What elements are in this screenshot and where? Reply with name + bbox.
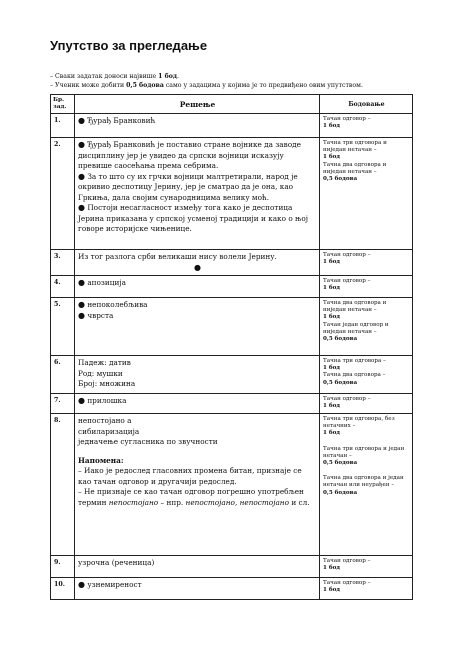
- table-row: 8. непостојано а сибиларизација једначење сугласника по звучности Напомена: – Иако је редослед гласовних промена битан, признаје се као тачан одговор и другачији редослед. – Не признаје се као тачан одговор погрешно употребљен термин непостојано – нпр. непостојано, непостојано и сл. Тачна три одговора, без нетачних – 1 бод Тачна три одговора и један нетачан – 0,5 бодова Тачна два одговора и један нетачан или неурађен – 0,5 бодова: [51, 414, 413, 556]
- bullet-icon: ●: [78, 300, 85, 309]
- bullet-icon: ●: [78, 171, 85, 181]
- table-row: 4. ● апозиција Тачан одговор – 1 бод: [51, 276, 413, 298]
- bullet-icon: ●: [78, 580, 85, 589]
- bullet-icon: ●: [78, 310, 85, 320]
- document-page: [50, 38, 412, 600]
- header-score: Бодовање: [320, 95, 413, 114]
- table-header: [51, 95, 413, 114]
- grading-table: [50, 94, 413, 600]
- bullet-icon: ●: [78, 116, 85, 125]
- instruction-line-1: – Сваки задатак доноси највише 1 бод.: [50, 73, 179, 80]
- table-row: 7. ● прилошка Тачан одговор – 1 бод: [51, 394, 413, 414]
- table-row: 10. ● узнемиреност Тачан одговор – 1 бод: [51, 578, 413, 600]
- table-row: 6. Падеж: датив Род: мушки Број: множина Тачна три одговора – 1 бод Тачна два одговора – 0,5 бодова: [51, 356, 413, 394]
- instructions: [50, 73, 412, 90]
- bullet-icon: ●: [194, 262, 201, 272]
- header-number: Бр. зад.: [51, 95, 75, 114]
- table-row: 5. ● непоколебљива ● чврста Тачна два одговора и ниједан нетачан – 1 бод Тачан један одговор и ниједан нетачан – 0,5 бодова: [51, 298, 413, 356]
- instruction-line-2: – Ученик може добити 0,5 бодова само у задацима у којима је то предвиђено овим упутством.: [50, 81, 363, 89]
- bullet-icon: ●: [78, 278, 85, 287]
- header-answer: Решење: [75, 95, 320, 114]
- page-title: Упутство за прегледање: [50, 38, 208, 53]
- bullet-icon: ●: [78, 396, 85, 405]
- table-row: 1. ● Ђурађ Бранковић Тачан одговор – 1 бод: [51, 114, 413, 138]
- bullet-icon: ●: [78, 140, 85, 149]
- table-row: 9. узрочна (реченица) Тачан одговор – 1 бод: [51, 556, 413, 578]
- table-row: 3. Из тог разлога срби великаши нису волели Јерину. ● Тачан одговор – 1 бод: [51, 250, 413, 276]
- table-row: 2. ● Ђурађ Бранковић је поставио стране војнике да заводе дисциплину јер је увидео да српски војници исказују превише саосећања према себрима. ● За то што су их грчки војници малтретирали, народ је окривио деспотицу Јерину, јер је сматрао да је она, као Гркиња, дала својим сународницима велику моћ. ● Постоји несагласност између тога како је деспотица Јерина приказана у српској усменој традицији и како о њој говоре историјске чињенице. Тачна три одговора и ниједан нетачан – 1 бод Тачна два одговора и ниједан нетачан – 0,5 бодова: [51, 138, 413, 250]
- bullet-icon: ●: [78, 203, 85, 212]
